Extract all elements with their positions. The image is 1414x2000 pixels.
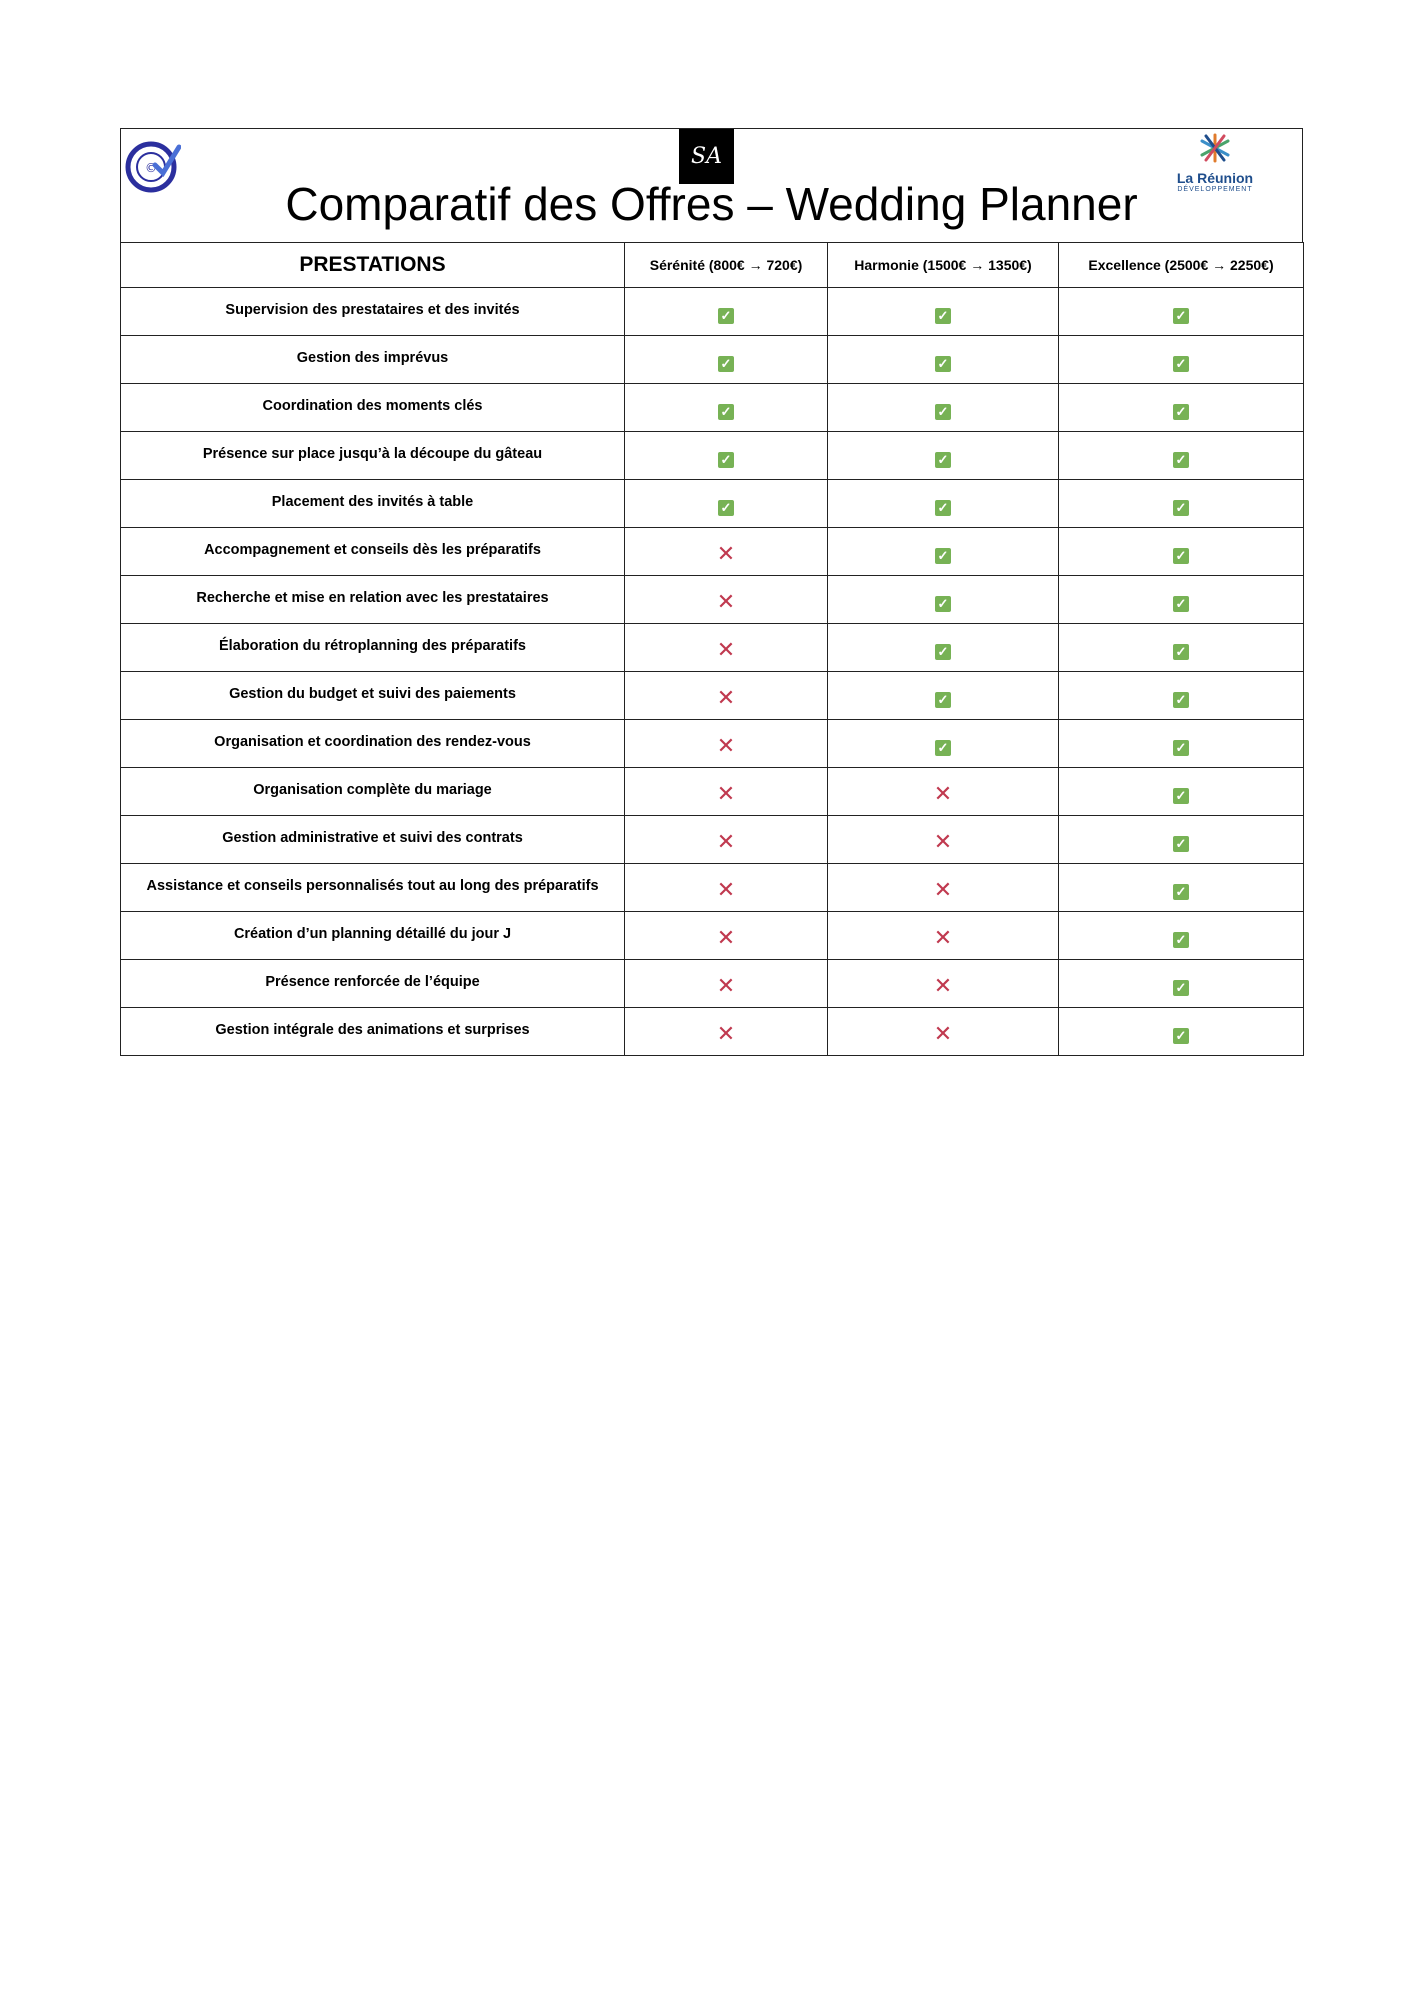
table-row bbox=[121, 960, 1304, 1008]
comparison-document bbox=[120, 128, 1303, 1056]
prestation-label: Accompagnement et conseils dès les préparatifs bbox=[121, 528, 625, 576]
mark-cell-harmonie bbox=[828, 720, 1059, 768]
mark-cell-excellence bbox=[1059, 528, 1304, 576]
mark-cell-serenite bbox=[625, 576, 828, 624]
check-mark-icon: ✓ bbox=[935, 356, 951, 372]
mark-cell-harmonie bbox=[828, 432, 1059, 480]
table-row bbox=[121, 480, 1304, 528]
check-mark-icon: ✓ bbox=[1173, 548, 1189, 564]
cross-mark-icon: ✕ bbox=[716, 590, 736, 615]
cross-mark-icon: ✕ bbox=[716, 686, 736, 711]
prestation-label: Gestion administrative et suivi des contrats bbox=[121, 816, 625, 864]
mark-cell-excellence bbox=[1059, 288, 1304, 336]
cross-mark-icon: ✕ bbox=[716, 542, 736, 567]
table-row bbox=[121, 624, 1304, 672]
prestation-label: Présence renforcée de l’équipe bbox=[121, 960, 625, 1008]
mark-cell-harmonie bbox=[828, 336, 1059, 384]
mark-cell-excellence bbox=[1059, 624, 1304, 672]
sa-brand-logo bbox=[679, 129, 734, 184]
mark-cell-excellence bbox=[1059, 384, 1304, 432]
check-mark-icon: ✓ bbox=[1173, 356, 1189, 372]
mark-cell-excellence bbox=[1059, 768, 1304, 816]
mark-cell-serenite bbox=[625, 336, 828, 384]
sa-logo-text: SA bbox=[691, 144, 722, 169]
check-mark-icon: ✓ bbox=[935, 548, 951, 564]
prestations-header: PRESTATIONS bbox=[121, 243, 625, 288]
mark-cell-serenite bbox=[625, 768, 828, 816]
mark-cell-serenite bbox=[625, 720, 828, 768]
prestation-label: Élaboration du rétroplanning des préparatifs bbox=[121, 624, 625, 672]
table-row bbox=[121, 912, 1304, 960]
check-mark-icon: ✓ bbox=[935, 452, 951, 468]
mark-cell-excellence bbox=[1059, 480, 1304, 528]
prestation-label: Gestion intégrale des animations et surprises bbox=[121, 1008, 625, 1056]
table-row bbox=[121, 864, 1304, 912]
table-header-row bbox=[121, 243, 1304, 288]
mark-cell-excellence bbox=[1059, 432, 1304, 480]
cross-mark-icon: ✕ bbox=[933, 926, 953, 951]
check-mark-icon: ✓ bbox=[935, 404, 951, 420]
table-row bbox=[121, 288, 1304, 336]
check-mark-icon: ✓ bbox=[1173, 980, 1189, 996]
prestation-label: Organisation et coordination des rendez-vous bbox=[121, 720, 625, 768]
check-mark-icon: ✓ bbox=[718, 308, 734, 324]
prestation-label: Création d’un planning détaillé du jour J bbox=[121, 912, 625, 960]
check-mark-icon: ✓ bbox=[935, 740, 951, 756]
logo-sub-text: DÉVELOPPEMENT bbox=[1177, 186, 1253, 193]
prestation-label: Coordination des moments clés bbox=[121, 384, 625, 432]
table-row bbox=[121, 432, 1304, 480]
mark-cell-harmonie bbox=[828, 864, 1059, 912]
check-mark-icon: ✓ bbox=[718, 356, 734, 372]
mark-cell-excellence bbox=[1059, 864, 1304, 912]
check-mark-icon: ✓ bbox=[1173, 452, 1189, 468]
mark-cell-serenite bbox=[625, 960, 828, 1008]
check-mark-icon: ✓ bbox=[1173, 500, 1189, 516]
table-row bbox=[121, 672, 1304, 720]
mark-cell-harmonie bbox=[828, 960, 1059, 1008]
check-mark-icon: ✓ bbox=[718, 500, 734, 516]
check-mark-icon: ✓ bbox=[935, 308, 951, 324]
check-mark-icon: ✓ bbox=[935, 596, 951, 612]
table-row bbox=[121, 528, 1304, 576]
mark-cell-excellence bbox=[1059, 816, 1304, 864]
cross-mark-icon: ✕ bbox=[716, 974, 736, 999]
table-row bbox=[121, 720, 1304, 768]
cross-mark-icon: ✕ bbox=[716, 782, 736, 807]
check-mark-icon: ✓ bbox=[1173, 1028, 1189, 1044]
check-mark-icon: ✓ bbox=[1173, 836, 1189, 852]
mark-cell-excellence bbox=[1059, 912, 1304, 960]
mark-cell-excellence bbox=[1059, 576, 1304, 624]
cross-mark-icon: ✕ bbox=[716, 878, 736, 903]
cross-mark-icon: ✕ bbox=[933, 878, 953, 903]
mark-cell-harmonie bbox=[828, 288, 1059, 336]
svg-text:©: © bbox=[145, 161, 157, 175]
prestation-label: Présence sur place jusqu’à la découpe du gâteau bbox=[121, 432, 625, 480]
cross-mark-icon: ✕ bbox=[933, 974, 953, 999]
mark-cell-serenite bbox=[625, 1008, 828, 1056]
mark-cell-serenite bbox=[625, 672, 828, 720]
mark-cell-harmonie bbox=[828, 1008, 1059, 1056]
check-mark-icon: ✓ bbox=[935, 644, 951, 660]
offer-header-excellence: Excellence (2500€ → 2250€) bbox=[1059, 243, 1304, 288]
offer-header-serenite: Sérénité (800€ → 720€) bbox=[625, 243, 828, 288]
prestation-label: Organisation complète du mariage bbox=[121, 768, 625, 816]
check-mark-icon: ✓ bbox=[1173, 644, 1189, 660]
mark-cell-harmonie bbox=[828, 480, 1059, 528]
mark-cell-harmonie bbox=[828, 576, 1059, 624]
offers-comparison-table bbox=[120, 242, 1304, 1056]
mark-cell-harmonie bbox=[828, 528, 1059, 576]
mark-cell-excellence bbox=[1059, 720, 1304, 768]
cross-mark-icon: ✕ bbox=[933, 830, 953, 855]
check-mark-icon: ✓ bbox=[1173, 404, 1189, 420]
mark-cell-serenite bbox=[625, 528, 828, 576]
mark-cell-serenite bbox=[625, 912, 828, 960]
mark-cell-serenite bbox=[625, 384, 828, 432]
mark-cell-excellence bbox=[1059, 336, 1304, 384]
cross-mark-icon: ✕ bbox=[716, 638, 736, 663]
prestation-label: Gestion du budget et suivi des paiements bbox=[121, 672, 625, 720]
page-title: Comparatif des Offres – Wedding Planner bbox=[285, 178, 1138, 230]
cross-mark-icon: ✕ bbox=[716, 734, 736, 759]
check-mark-icon: ✓ bbox=[1173, 692, 1189, 708]
cross-mark-icon: ✕ bbox=[716, 926, 736, 951]
reunion-star-icon bbox=[1198, 133, 1232, 163]
cross-mark-icon: ✕ bbox=[716, 830, 736, 855]
mark-cell-excellence bbox=[1059, 1008, 1304, 1056]
logo-brand-text: La Réunion bbox=[1176, 170, 1254, 186]
mark-cell-harmonie bbox=[828, 384, 1059, 432]
mark-cell-serenite bbox=[625, 624, 828, 672]
table-row bbox=[121, 768, 1304, 816]
check-mark-icon: ✓ bbox=[935, 692, 951, 708]
check-mark-icon: ✓ bbox=[718, 404, 734, 420]
prestation-label: Supervision des prestataires et des invités bbox=[121, 288, 625, 336]
mark-cell-harmonie bbox=[828, 672, 1059, 720]
table-row bbox=[121, 384, 1304, 432]
prestation-label: Placement des invités à table bbox=[121, 480, 625, 528]
check-mark-icon: ✓ bbox=[718, 452, 734, 468]
mark-cell-harmonie bbox=[828, 816, 1059, 864]
table-row bbox=[121, 576, 1304, 624]
mark-cell-harmonie bbox=[828, 768, 1059, 816]
mark-cell-excellence bbox=[1059, 960, 1304, 1008]
check-mark-icon: ✓ bbox=[1173, 596, 1189, 612]
prestation-label: Recherche et mise en relation avec les prestataires bbox=[121, 576, 625, 624]
document-header bbox=[120, 128, 1303, 242]
check-mark-icon: ✓ bbox=[1173, 740, 1189, 756]
mark-cell-serenite bbox=[625, 480, 828, 528]
mark-cell-harmonie bbox=[828, 624, 1059, 672]
check-mark-icon: ✓ bbox=[1173, 884, 1189, 900]
mark-cell-serenite bbox=[625, 816, 828, 864]
prestation-label: Assistance et conseils personnalisés tout au long des préparatifs bbox=[121, 864, 625, 912]
mark-cell-serenite bbox=[625, 864, 828, 912]
prestation-label: Gestion des imprévus bbox=[121, 336, 625, 384]
check-mark-icon: ✓ bbox=[935, 500, 951, 516]
cross-mark-icon: ✕ bbox=[716, 1022, 736, 1047]
mark-cell-excellence bbox=[1059, 672, 1304, 720]
mark-cell-serenite bbox=[625, 432, 828, 480]
cross-mark-icon: ✕ bbox=[933, 1022, 953, 1047]
mark-cell-harmonie bbox=[828, 912, 1059, 960]
check-mark-icon: ✓ bbox=[1173, 788, 1189, 804]
check-mark-icon: ✓ bbox=[1173, 308, 1189, 324]
table-row bbox=[121, 1008, 1304, 1056]
table-row bbox=[121, 816, 1304, 864]
cross-mark-icon: ✕ bbox=[933, 782, 953, 807]
offer-header-harmonie: Harmonie (1500€ → 1350€) bbox=[828, 243, 1059, 288]
table-row bbox=[121, 336, 1304, 384]
mark-cell-serenite bbox=[625, 288, 828, 336]
check-mark-icon: ✓ bbox=[1173, 932, 1189, 948]
